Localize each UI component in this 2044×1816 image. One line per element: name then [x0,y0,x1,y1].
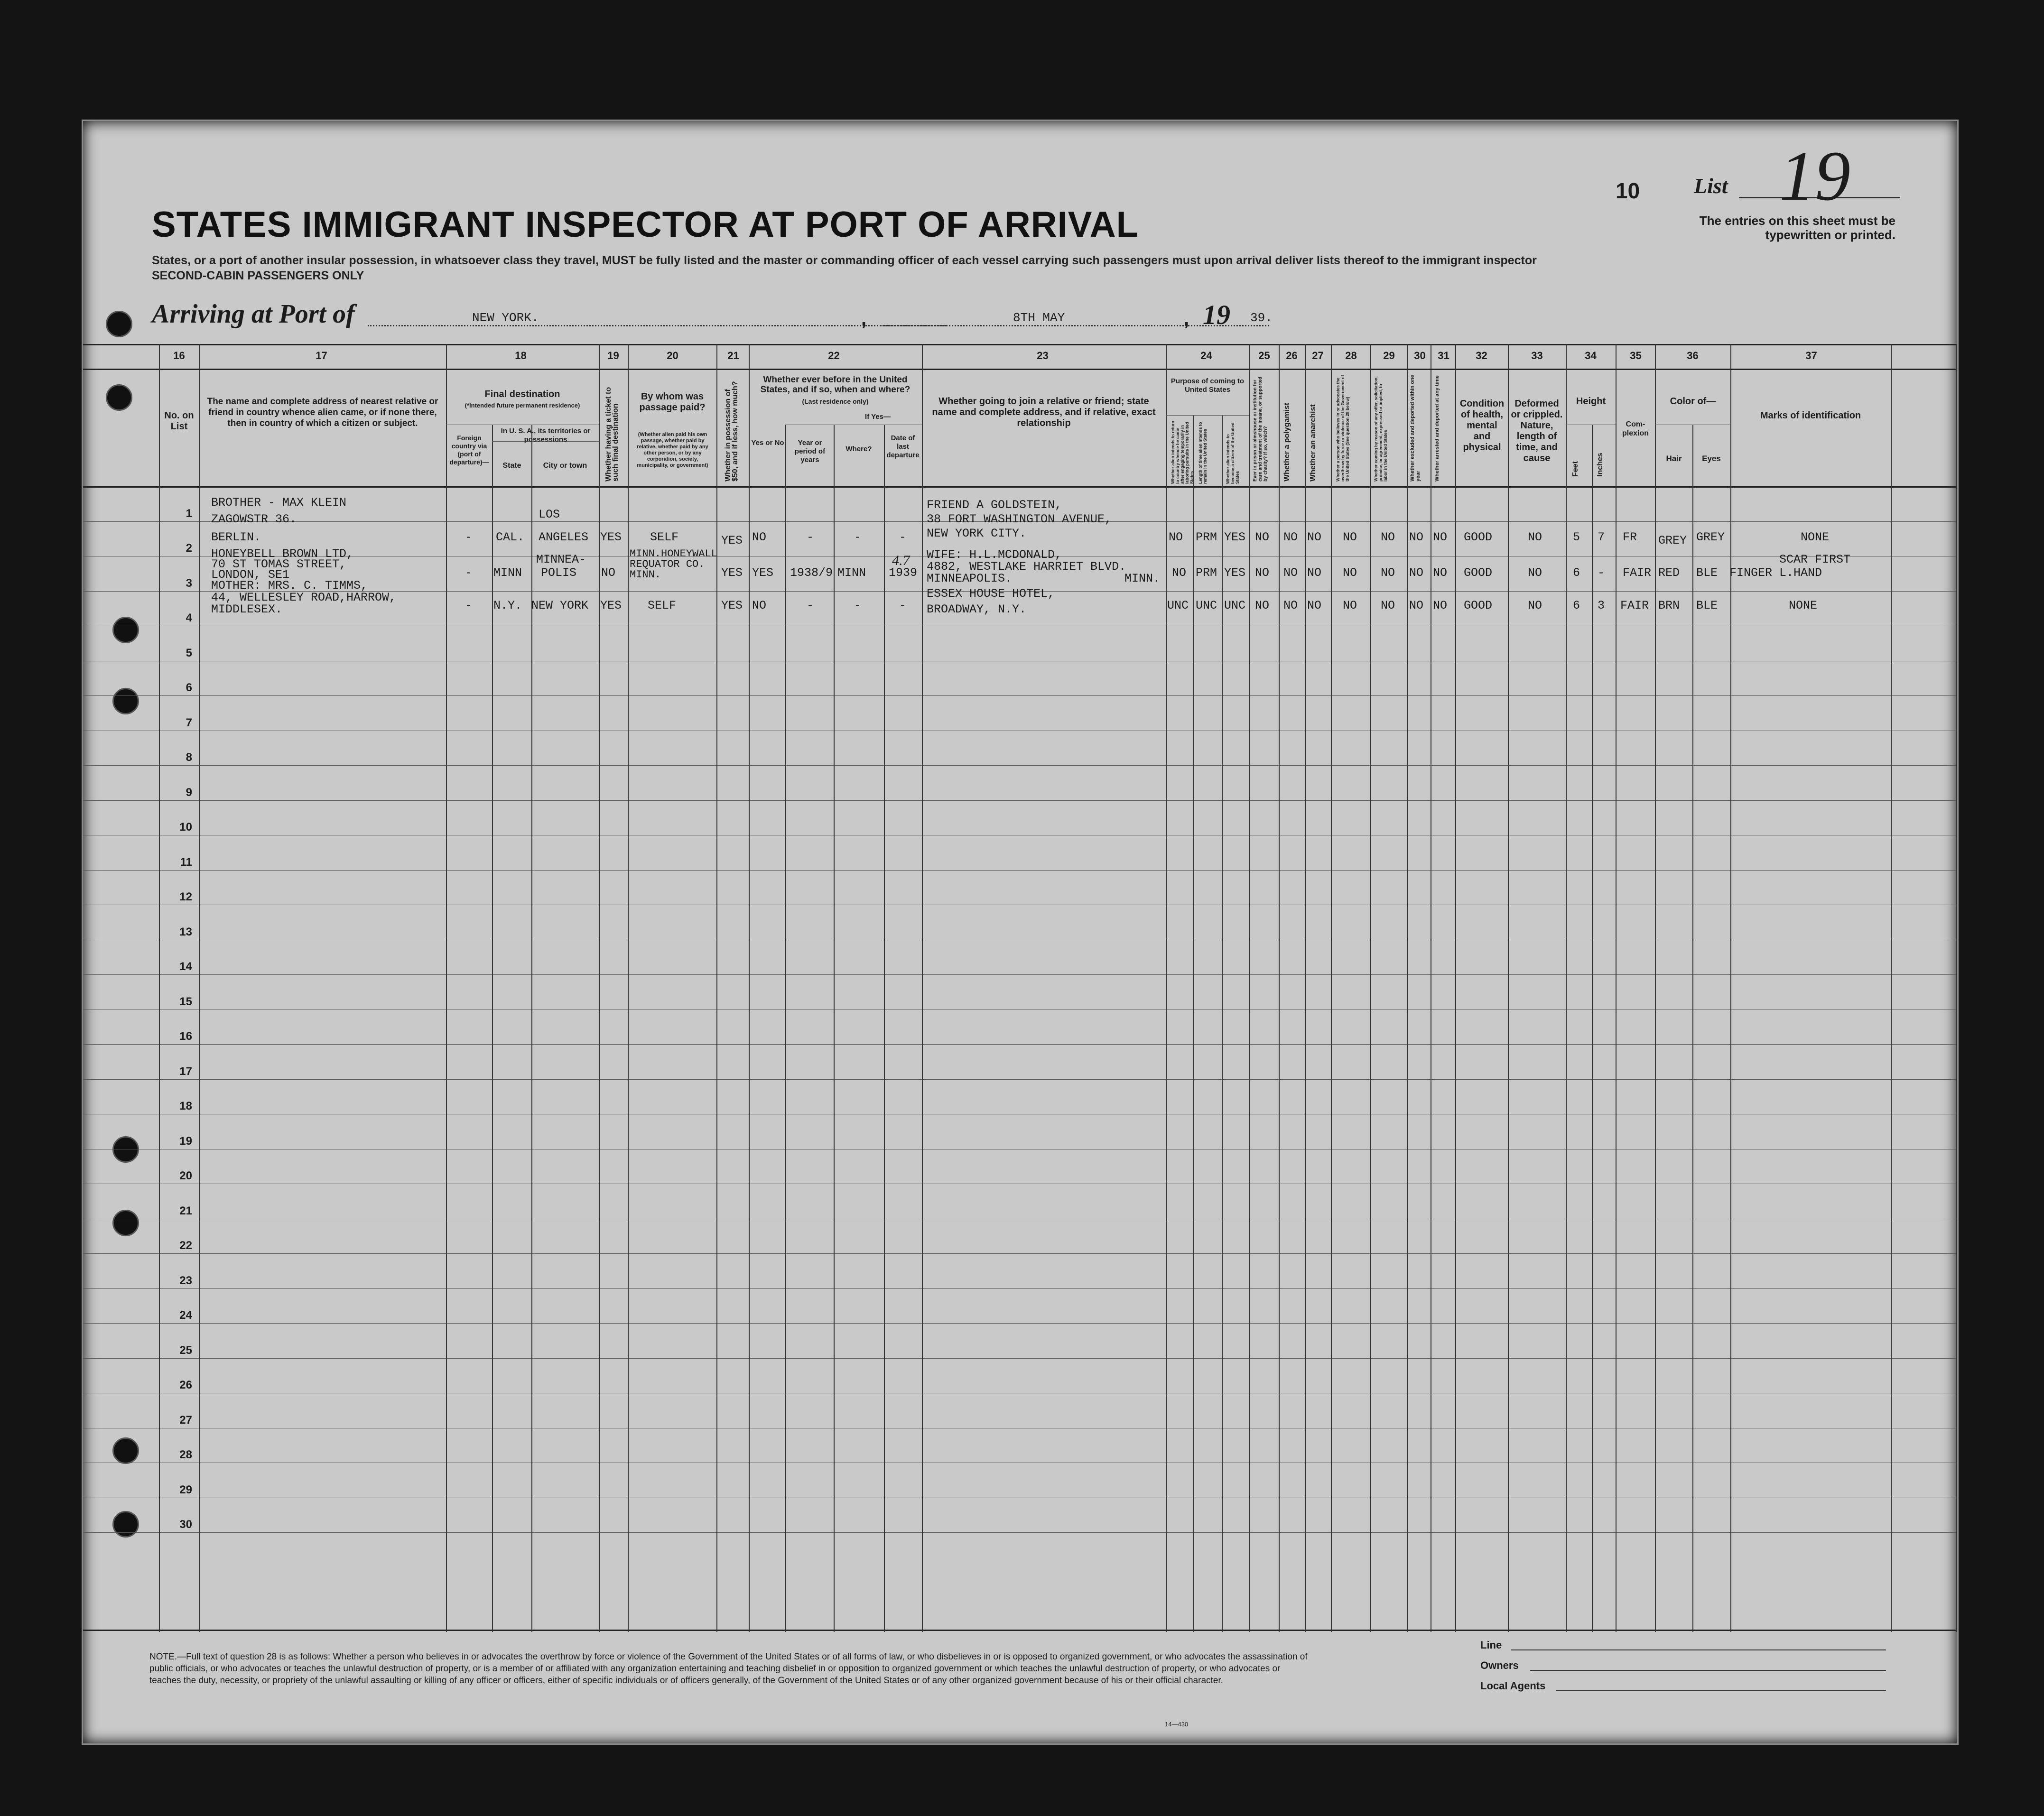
col-divider [749,344,750,1632]
entry2-deformed: NO [1528,566,1542,580]
col-divider [922,344,923,1632]
hdr-passage-paid: By whom was passage paid? [639,391,706,413]
entry2-q30: NO [1409,566,1424,580]
col-divider [1193,415,1194,1632]
hdr-where: Where? [845,445,872,453]
entry2-prison: NO [1255,566,1270,580]
row-number: 14 [179,960,192,973]
entry2-possession: YES [721,566,743,580]
col-divider [1249,344,1250,1632]
colnum: 28 [1345,350,1357,361]
year-value: 39. [1250,311,1273,325]
entry1-foreign: - [465,530,473,544]
entry1-feet: 5 [1573,530,1580,544]
row-number: 4 [186,612,192,624]
row-number: 6 [186,681,192,694]
entry1-before: NO [752,530,767,544]
hdr-purpose: Purpose of coming to United States [1171,377,1245,394]
hdr-purpose-c: Whether alien intends to become a citizen of the United States [1226,422,1240,484]
col-divider [1166,344,1167,1632]
colnum-border [83,369,1957,370]
entry1-purpose-c: YES [1224,530,1246,544]
entry2-hair: RED [1658,566,1680,580]
port-value: NEW YORK. [472,311,539,325]
hdr-q28: Whether a person who believes in or advocates the overthrow by force or violence of the Government of the United States (See question 28 below) [1336,375,1350,482]
hdr-condition: Condition of health, mental and physical [1459,398,1505,453]
row-line [83,974,1957,975]
col-divider [599,344,600,1632]
entry2-purpose-c: YES [1224,566,1246,580]
manifest-sheet [82,120,1959,1745]
row-number: 10 [179,821,192,834]
entry2-feet: 6 [1573,566,1580,580]
hdr-before-in-us: Whether ever before in the United States, and if so, when and where? [760,375,911,395]
date-value: 8TH MAY [1013,311,1065,325]
row-line [83,1044,1957,1045]
entry2-relative: LONDON, SE1 [211,568,290,582]
entry3-relative: 44, WELLESLEY ROAD,HARROW, [211,591,397,604]
col-divider [716,344,717,1632]
colnum: 35 [1630,350,1642,361]
row-number: 26 [179,1379,192,1391]
colnum: 26 [1286,350,1298,361]
entry2-where: MINN [837,566,866,580]
entry1-passage: SELF [650,530,679,544]
entry3-inches: 3 [1598,599,1605,612]
entry2-marks: SCAR FIRST [1779,553,1851,566]
col-divider [492,425,493,1632]
entry3-relative: MOTHER: MRS. C. TIMMS, [211,579,368,593]
entry1-possession: YES [721,534,743,547]
entries-note: The entries on this sheet must be typewritten or printed. [1699,213,1895,242]
entry3-joining: ESSEX HOUSE HOTEL, [927,587,1055,601]
col-divider [1370,344,1371,1632]
hdr-purpose-a: Whether alien intends to return to country whence he came after engaging temporarily in laboring pursuits in the United States [1171,420,1194,484]
hdr-prison: Ever in prison or almshouse or institution for care and treatment of the insane, or supported by charity? If so, which? [1253,376,1268,482]
row-number: 12 [179,890,192,903]
entry1-marks: NONE [1801,530,1830,544]
entry3-prison: NO [1255,599,1270,612]
colnum: 27 [1312,350,1324,361]
hdr-purpose-b: Length of time alien intends to remain in the United States [1198,422,1208,484]
row-number: 24 [179,1309,192,1322]
entry1-year-period: - [807,530,814,544]
colnum: 23 [1037,350,1049,361]
entry2-before: YES [752,566,774,580]
row-line [83,1288,1957,1289]
entry2-passage: REQUATOR CO. [630,558,705,570]
entry1-relative: BERLIN. [211,530,261,544]
hdr-foreign-country: Foreign country via (port of departure)— [449,434,489,466]
entry3-where: - [854,599,862,612]
entry3-condition: GOOD [1464,599,1493,612]
entry1-hair: GREY [1658,534,1687,547]
hdr-state: State [502,462,521,470]
subheader-line [1166,415,1249,416]
entry1-deformed: NO [1528,530,1542,544]
entry2-passage: MINN.HONEYWALL [630,548,717,560]
col-divider [884,425,885,1632]
entry2-ticket: NO [601,566,616,580]
entry1-prison: NO [1255,530,1270,544]
entry2-eyes: BLE [1696,566,1718,580]
hdr-ticket: Whether having a ticket to such final destination [604,387,620,482]
col-divider [1508,344,1509,1632]
hdr-if-yes: If Yes— [865,413,891,421]
entry1-q31: NO [1433,530,1448,544]
class-line: SECOND-CABIN PASSENGERS ONLY [152,269,364,282]
hdr-feet: Feet [1571,461,1579,477]
entry1-q29: NO [1381,530,1395,544]
entry3-q31: NO [1433,599,1448,612]
row-line [83,1253,1957,1254]
colnum: 20 [667,350,678,361]
row-number: 30 [179,1518,192,1531]
entry2-date-hand: 4.7 [892,553,910,568]
row-number: 27 [179,1413,192,1427]
colnum: 17 [316,350,327,361]
entry3-deformed: NO [1528,599,1542,612]
entry2-purpose-a: NO [1172,566,1187,580]
hdr-anarchist: Whether an anarchist [1309,404,1317,482]
row-number: 25 [179,1343,192,1357]
entry1-purpose-b: PRM [1196,530,1217,544]
entry1-anarchist: NO [1307,530,1322,544]
entry1-condition: GOOD [1464,530,1493,544]
punch-hole [106,311,132,337]
hdr-inches: Inches [1596,453,1604,477]
col-divider [1331,344,1332,1632]
row-number: 1 [186,507,192,520]
line-label: Line [1480,1639,1502,1651]
entry2-condition: GOOD [1464,566,1493,580]
comma: , [861,308,867,329]
colnum: 37 [1805,350,1817,361]
entry2-complexion: FAIR [1623,566,1652,580]
col-divider [1407,344,1408,1632]
colnum: 29 [1383,350,1395,361]
entry3-relative: MIDDLESEX. [211,602,283,616]
entry2-year-period: 1938/9 [790,566,833,580]
row-line [83,1532,1957,1533]
entry3-feet: 6 [1573,599,1580,612]
entry2-inches: - [1598,566,1605,580]
row-number: 9 [186,786,192,799]
entry3-ticket: YES [600,599,622,612]
comma: , [1184,308,1189,329]
entry2-q28: NO [1343,566,1357,580]
hdr-height: Height [1576,396,1606,407]
col-divider [1305,344,1306,1632]
entry1-relative: BROTHER - MAX KLEIN [211,496,347,510]
entry3-state: N.Y. [493,599,522,612]
hdr-year-period: Year or period of years [794,439,826,464]
hdr-polygamist: Whether a polygamist [1283,402,1291,482]
entry3-marks: NONE [1789,599,1818,612]
entry3-purpose-c: UNC [1224,599,1246,612]
hdr-q30: Whether excluded and deported within one year [1410,375,1421,482]
colnum: 24 [1200,350,1212,361]
entry2-marks: FINGER L.HAND [1729,566,1822,580]
entry1-where: - [854,530,862,544]
row-number: 19 [179,1134,192,1148]
entry3-passage: SELF [648,599,677,612]
entry2-passage: MINN. [630,569,661,581]
entry1-q30: NO [1409,530,1424,544]
entry2-date-departure: 1939 [889,566,918,580]
hdr-final-destination: Final destination [484,389,560,399]
entry2-relative: HONEYBELL BROWN LTD, [211,547,354,561]
row-number: 2 [186,542,192,555]
hdr-color-of: Color of— [1670,396,1716,407]
owners-field[interactable] [1530,1670,1886,1671]
entry1-date-departure: - [899,530,907,544]
colnum: 25 [1258,350,1270,361]
hdr-nearest-relative: The name and complete address of nearest relative or friend in country whence alien came, or if none there, then in country of which a citizen or subject. [207,397,438,428]
hdr-last-residence: (Last residence only) [802,398,869,405]
col-divider [1655,344,1656,1632]
row-number: 17 [179,1065,192,1078]
col-divider [1692,425,1693,1632]
hdr-no-on-list: No. on List [164,410,194,432]
owners-label: Owners [1480,1659,1519,1671]
entry3-eyes: BLE [1696,599,1718,612]
col-divider [1891,344,1892,1632]
page-number: 10 [1616,178,1640,203]
colnum: 22 [828,350,840,361]
hdr-marks: Marks of identification [1760,410,1861,421]
row-number: 3 [186,576,192,590]
row-line [83,800,1957,801]
row-number: 16 [179,1030,192,1043]
entry3-city: NEW YORK [531,599,589,612]
entry2-city: POLIS [541,566,577,580]
entry3-joining: BROADWAY, N.Y. [927,602,1027,616]
entry1-complexion: FR [1623,530,1637,544]
col-divider [1455,344,1456,1632]
col-divider [159,344,160,1632]
hdr-possession: Whether in possession of $50, and if less, how much? [724,381,739,482]
entry3-purpose-b: UNC [1196,599,1217,612]
colnum: 18 [515,350,527,361]
col-divider [785,425,786,1632]
col-divider [446,344,447,1632]
col-divider [1730,344,1731,1632]
entry3-q28: NO [1343,599,1357,612]
entry1-inches: 7 [1598,530,1605,544]
col-divider [1592,425,1593,1632]
col-divider [628,344,629,1632]
list-label: List [1694,174,1728,198]
colnum: 33 [1531,350,1543,361]
col-divider [199,344,200,1632]
row-number: 7 [186,716,192,729]
row-number: 11 [180,855,192,869]
hdr-yes-or-no: Yes or No [751,439,784,447]
hdr-final-destination-note: (*Intended future permanent residence) [465,402,580,409]
hdr-deformed: Deformed or crippled. Nature, length of time, and cause [1511,398,1563,463]
colnum: 30 [1414,350,1426,361]
entry1-ticket: YES [600,530,622,544]
header-bottom-border [83,486,1957,488]
row-number: 21 [179,1204,192,1217]
hdr-hair: Hair [1666,454,1682,463]
colnum: 34 [1585,350,1597,361]
entry3-before: NO [752,599,767,612]
colnum: 31 [1438,350,1449,361]
row-line [83,870,1957,871]
row-number: 5 [186,646,192,659]
row-line [83,1358,1957,1359]
row-number: 22 [179,1239,192,1252]
entry2-q29: NO [1381,566,1395,580]
col-divider [834,425,835,1632]
line-field[interactable] [1511,1649,1886,1650]
entry1-city: LOS [539,508,560,521]
subtitle: States, or a port of another insular possession, in whatsoever class they travel, MUST be fully listed and the master or commanding officer of each vessel carrying such passengers must upon arrival deliver lists thereof to the immigrant inspector [152,254,1537,267]
col-divider [1222,415,1223,1632]
hdr-passage-paid-note: (Whether alien paid his own passage, whether paid by relative, whether paid by any other person, or by any corporation, society, municipality, or government) [637,432,708,468]
col-divider [1566,344,1567,1632]
entry2-state: MINN [493,566,522,580]
footnote-q28: NOTE.—Full text of question 28 is as follows: Whether a person who believes in or advocates the overthrow by force or violence of the Government of the United States or of all forms of law, or who disbelieves in or is opposed to organized government, or who advocates the assassination of public officials, or who advocates or teaches the unlawful destruction of property, or is a member of or affiliated with any organization entertaining and teaching disbelief in or opposition to organized government or which teaches the unlawful destruction of property, or who advocates or teaches the duty, necessity, or propriety of the unlawful assaulting or killing of any officer or officers, either of specific individuals or of officers generally, of the Government of the United States or of any other organized government because of his or their official character. [149,1652,1308,1686]
entry2-joining: 4882, WESTLAKE HARRIET BLVD. [927,560,1126,574]
row-number: 15 [179,995,192,1008]
hdr-city: City or town [543,462,587,470]
entry1-joining: NEW YORK CITY. [927,527,1027,540]
entry1-polygamist: NO [1283,530,1298,544]
entry2-relative: 70 ST TOMAS STREET, [211,557,347,571]
table-bottom-border [83,1630,1957,1631]
form-number: 14—430 [1165,1721,1189,1728]
row-line [83,695,1957,696]
entry3-polygamist: NO [1283,599,1298,612]
colnum: 21 [727,350,739,361]
year-prefix: 19 [1203,299,1230,330]
entry2-foreign: - [465,566,473,580]
row-number: 29 [179,1483,192,1496]
row-number: 13 [179,925,192,938]
local-agents-field[interactable] [1556,1690,1886,1691]
entry2-polygamist: NO [1283,566,1298,580]
hdr-date-departure: Date of last departure [886,434,920,459]
colnum: 19 [607,350,619,361]
entry2-purpose-b: PRM [1196,566,1217,580]
page-title: STATES IMMIGRANT INSPECTOR AT PORT OF ARRIVAL [152,204,1139,245]
row-number: 18 [179,1100,192,1112]
hdr-q29: Whether coming by reason of any offer, solicitation, promise, or agreement, expressed or implied, to labor in the United States [1374,376,1388,482]
entry2-anarchist: NO [1307,566,1322,580]
entry2-joining: MINN. [1124,572,1161,585]
entry2-joining: WIFE: H.L.MCDONALD, [927,548,1062,562]
entry2-q31: NO [1433,566,1448,580]
table-top-border [83,344,1957,345]
entry3-anarchist: NO [1307,599,1322,612]
row-number: 23 [179,1274,192,1287]
hdr-in-usa: In U. S. A., its territories or possessions [501,427,591,444]
col-divider [1956,344,1957,1632]
col-divider [1616,344,1617,1632]
arriving-label: Arriving at Port of [152,299,355,329]
row-number: 20 [179,1169,192,1182]
entry1-joining: FRIEND A GOLDSTEIN, [927,498,1062,512]
colnum: 16 [173,350,185,361]
list-number: 19 [1779,137,1850,215]
entry3-q30: NO [1409,599,1424,612]
entry3-foreign: - [465,599,473,612]
entry1-city: ANGELES [539,530,589,544]
hdr-eyes: Eyes [1702,454,1721,463]
colnum: 32 [1476,350,1487,361]
entry2-joining: MINNEAPOLIS. [927,572,1013,585]
entry3-purpose-a: UNC [1167,599,1189,612]
entry3-year-period: - [807,599,814,612]
row-number: 8 [186,751,192,764]
entry3-q29: NO [1381,599,1395,612]
entry3-complexion: FAIR [1620,599,1649,612]
row-line [83,1323,1957,1324]
row-line [83,1079,1957,1080]
hdr-q31: Whether arrested and deported at any time [1434,375,1440,482]
hdr-complexion: Com- plexion [1622,420,1649,437]
row-number: 28 [179,1448,192,1461]
entry1-q28: NO [1343,530,1357,544]
manifest-table [83,344,1957,1632]
entry3-hair: BRN [1658,599,1680,612]
col-divider [1279,344,1280,1632]
colnum: 36 [1687,350,1699,361]
hdr-joining-relative: Whether going to join a relative or friend; state name and complete address, and if relative, exact relationship [932,396,1156,428]
entry1-joining: 38 FORT WASHINGTON AVENUE, [927,512,1112,526]
entry3-date-departure: - [899,599,907,612]
row-line [83,765,1957,766]
local-agents-label: Local Agents [1480,1680,1546,1692]
entry3-possession: YES [721,599,743,612]
entry1-state: CAL. [496,530,525,544]
entry1-purpose-a: NO [1169,530,1183,544]
entry1-eyes: GREY [1696,530,1725,544]
entry2-city: MINNEA- [536,553,586,566]
entry1-relative: ZAGOWSTR 36. [211,512,297,526]
port-underline [368,325,947,326]
